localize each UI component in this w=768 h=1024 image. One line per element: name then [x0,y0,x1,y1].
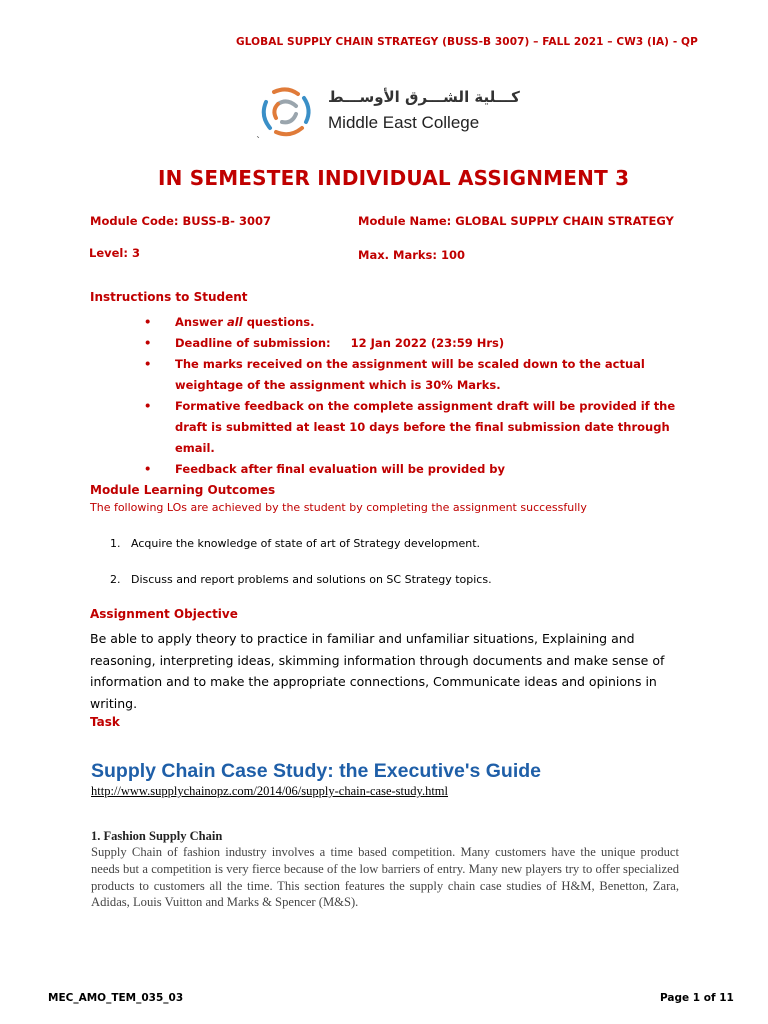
module-level: Level: 3 [89,246,140,260]
instructions-heading: Instructions to Student [90,290,248,304]
list-item: 2. Discuss and report problems and solutions on SC Strategy topics. [110,573,492,586]
document-code: MEC_AMO_TEM_035_03 [48,992,184,1004]
objective-text: Be able to apply theory to practice in familiar and unfamiliar situations, Explaining and reasoning, interpreting ideas, skimming information through documents and make sense of information and to make the appropriate connections, Communicate ideas and opinions in writing. [90,631,665,711]
instructions-list [90,312,690,480]
learning-outcomes-subheading: The following LOs are achieved by the student by completing the assignment successfully [90,501,587,514]
list-item: • The marks received on the assignment will be scaled down to the actual weightage of the assignment which is 30% Marks. [144,357,645,392]
page-number: Page 1 of 11 [660,992,734,1004]
document-header: GLOBAL SUPPLY CHAIN STRATEGY (BUSS-B 3007) – FALL 2021 – CW3 (IA) - QP [236,36,698,48]
objective-heading: Assignment Objective [90,607,238,621]
learning-outcomes-list-2 [110,573,670,586]
list-item: • Feedback after final evaluation will be provided by [144,462,506,476]
page-title: IN SEMESTER INDIVIDUAL ASSIGNMENT 3 [158,166,630,190]
learning-outcomes-heading: Module Learning Outcomes [90,483,276,497]
module-code: Module Code: BUSS-B- 3007 [90,214,271,228]
list-item: • Formative feedback on the complete assignment draft will be provided if the draft is submitted at least 10 days before the final submission date through email. [144,399,676,455]
max-marks: Max. Marks: 100 [358,248,465,262]
list-item: • Answer all questions. [144,315,315,329]
college-name-english: Middle East College [328,113,480,132]
fashion-section-heading: 1. Fashion Supply Chain [91,829,223,843]
learning-outcomes-list [110,537,670,550]
fashion-section-text: Supply Chain of fashion industry involves a time based competition. Many customers have the unique product needs but a competition is very fierce because of the low barriers of entry. Many new players try to offer specialized products to customers all the time. This section features the supply chain case studies of H&M, Benetton, Zara, Adidas, Louis Vuitton and Marks & Spencer (M&S). [91,845,679,910]
college-name-arabic: كـــلية الشـــرق الأوســـط [328,88,520,106]
college-emblem-icon [254,84,320,144]
logo-mark: ` [256,136,261,147]
list-item: 1. Acquire the knowledge of state of art of Strategy development. [110,537,481,550]
list-item: • Deadline of submission: 12 Jan 2022 (23:59 Hrs) [144,336,505,350]
college-logo [254,84,524,150]
case-study-title: Supply Chain Case Study: the Executive's Guide [91,760,541,782]
case-study-link[interactable]: http://www.supplychainopz.com/2014/06/supply-chain-case-study.html [91,784,449,798]
module-name: Module Name: GLOBAL SUPPLY CHAIN STRATEGY [358,214,674,228]
task-heading: Task [90,715,120,729]
